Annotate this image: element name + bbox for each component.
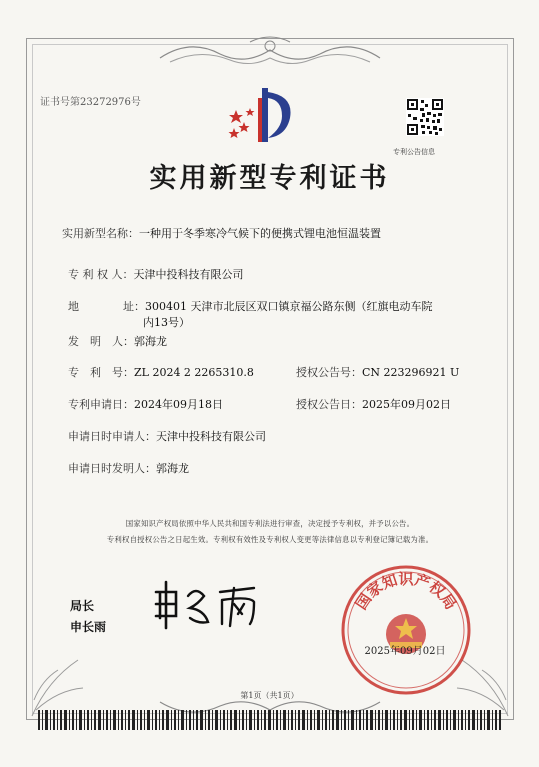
field-label: 地 址	[68, 300, 134, 313]
field-value: 一种用于冬季寒冷气候下的便携式锂电池恒温装置	[139, 227, 381, 240]
official-seal-icon	[338, 562, 474, 698]
field-value: ZL 2024 2 2265310.8	[134, 366, 254, 379]
field-label: 授权公告日	[296, 398, 351, 411]
corner-ornament-bottom-left	[28, 640, 88, 720]
field-label: 实用新型名称	[62, 227, 128, 240]
field-label: 授权公告号	[296, 366, 351, 379]
page-number: 第1页（共1页）	[240, 691, 299, 700]
field-patentee	[68, 266, 244, 282]
field-separator: ：	[122, 268, 134, 281]
field-label: 专 利 权 人	[68, 268, 123, 281]
field-inventor	[68, 333, 167, 349]
field-separator: ：	[123, 335, 134, 348]
field-value: 2024年09月18日	[134, 398, 223, 411]
field-applicant-at-filing	[68, 428, 266, 444]
field-label: 发 明 人	[68, 335, 123, 348]
field-separator: ：	[145, 462, 156, 475]
field-address-line2	[143, 314, 190, 330]
field-inventor-at-filing	[68, 460, 189, 476]
certificate-title: 实用新型专利证书	[149, 163, 390, 194]
top-ornament	[150, 32, 390, 74]
statement-line-2: 专利权自授权公告之日起生效。专利权有效性及专利权人变更等法律信息以专利登记簿记载为准。	[106, 535, 434, 544]
cnipa-logo-icon	[228, 84, 298, 146]
field-separator: ：	[123, 366, 134, 379]
field-grant-announcement-date	[296, 396, 451, 412]
field-value: CN 223296921 U	[362, 366, 460, 379]
statement-line-1: 国家知识产权局依照中华人民共和国专利法进行审查，决定授予专利权，并予以公告。	[125, 519, 415, 528]
field-value: 天津中投科技有限公司	[133, 268, 244, 281]
field-grant-announcement-number	[296, 364, 459, 380]
field-value: 郭海龙	[134, 335, 167, 348]
seal-text: 国家知识产权局	[351, 570, 461, 613]
svg-text:国家知识产权局	[352, 570, 460, 613]
signature-name: 申长雨	[70, 620, 107, 634]
field-label: 申请日时申请人	[68, 430, 145, 443]
field-separator: ：	[351, 398, 362, 411]
field-value: 300401 天津市北辰区双口镇京福公路东侧（红旗电动车院	[145, 300, 433, 313]
qr-caption: 专利公告信息	[393, 148, 435, 156]
field-separator: ：	[134, 300, 145, 313]
handwritten-signature	[150, 578, 280, 630]
field-application-date	[68, 396, 223, 412]
seal-date: 2025年09月02日	[364, 646, 446, 657]
field-separator: ：	[145, 430, 156, 443]
certificate-number: 证书号第23272976号	[40, 97, 141, 108]
field-value: 内13号）	[143, 316, 190, 329]
field-utility-model-name	[62, 225, 381, 241]
field-separator: ：	[123, 398, 134, 411]
barcode-icon	[38, 710, 502, 730]
field-separator: ：	[351, 366, 362, 379]
field-label: 专利申请日	[68, 398, 123, 411]
field-value: 天津中投科技有限公司	[156, 430, 266, 443]
field-value: 2025年09月02日	[362, 398, 451, 411]
field-separator: ：	[128, 227, 139, 240]
field-label: 专 利 号	[68, 366, 123, 379]
qr-code-icon	[406, 98, 444, 136]
field-patent-number	[68, 364, 254, 380]
field-address	[68, 298, 433, 314]
field-label: 申请日时发明人	[68, 462, 145, 475]
field-value: 郭海龙	[156, 462, 189, 475]
signature-title: 局长	[70, 599, 95, 613]
